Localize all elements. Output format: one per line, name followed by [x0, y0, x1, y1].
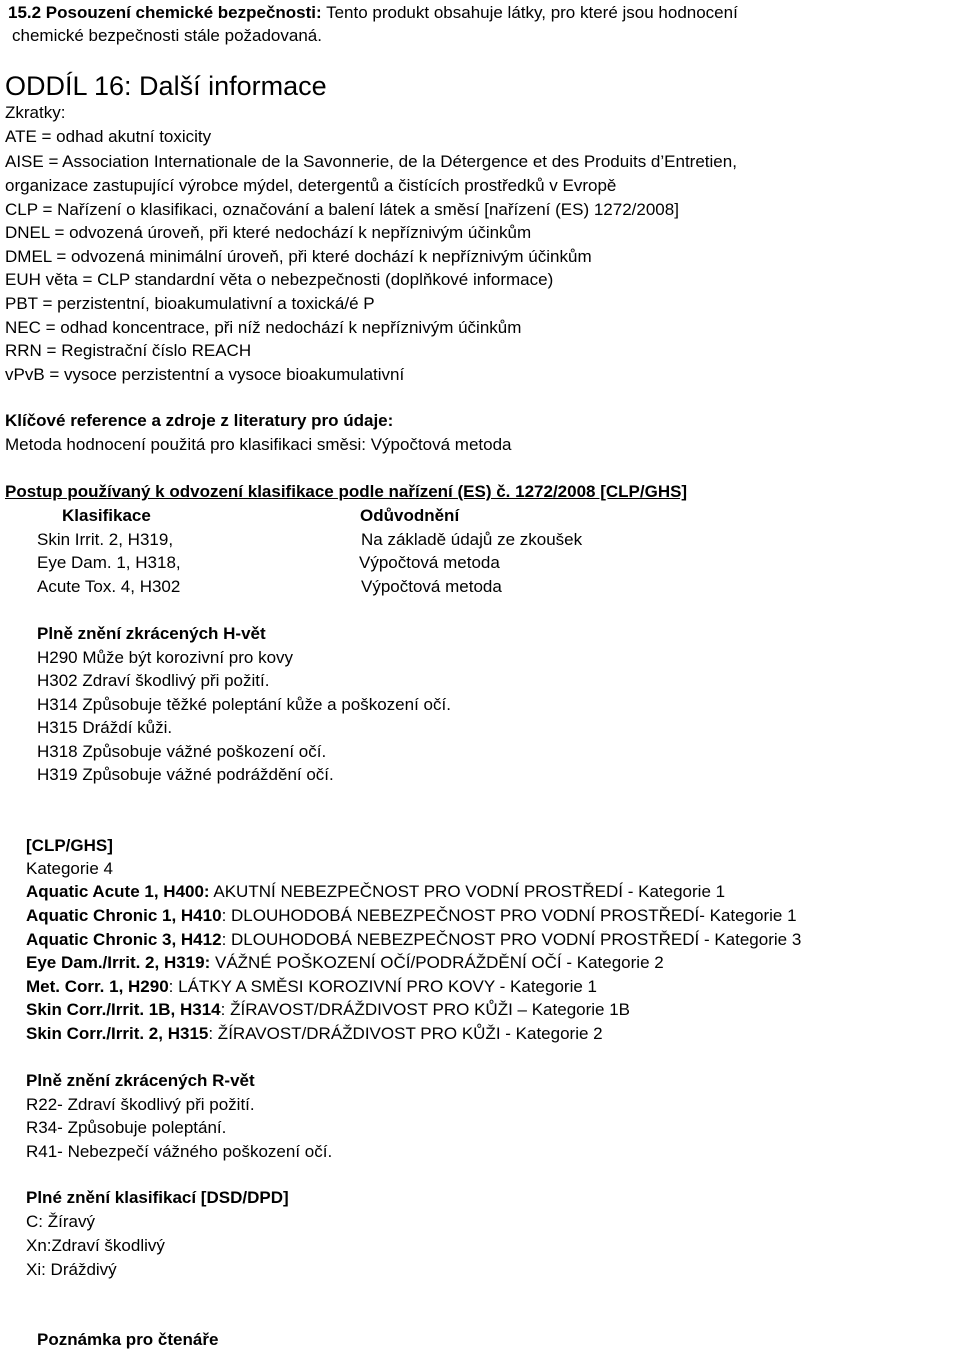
clp-item — [26, 906, 797, 926]
clp-item-text: : LÁTKY A SMĚSI KOROZIVNÍ PRO KOVY - Kategorie 1 — [168, 977, 597, 996]
h-phrase-item: H319 Způsobuje vážné podráždění očí. — [37, 765, 334, 784]
h-phrase-item: H314 Způsobuje těžké poleptání kůže a poškození očí. — [37, 695, 451, 714]
clp-heading: [CLP/GHS] — [26, 836, 113, 855]
clp-item-code: Met. Corr. 1, H290 — [26, 977, 169, 996]
h-phrase-item: H302 Zdraví škodlivý při požití. — [37, 671, 270, 690]
clp-item — [26, 1000, 630, 1020]
abbreviation-item: EUH věta = CLP standardní věta o nebezpečnosti (doplňkové informace) — [5, 270, 554, 289]
clp-item-code: Skin Corr./Irrit. 1B, H314 — [26, 1000, 221, 1019]
abbreviation-item: CLP = Nařízení o klasifikaci, označování a balení látek a směsí [nařízení (ES) 1272/2008] — [5, 200, 679, 219]
table-cell-klasifikace: Skin Irrit. 2, H319, — [37, 530, 174, 549]
abbreviation-item: DMEL = odvozená minimální úroveň, při které dochází k nepříznivým účinkům — [5, 247, 592, 266]
abbreviation-item: ATE = odhad akutní toxicity — [5, 127, 212, 146]
abbreviation-item: NEC = odhad koncentrace, při níž nedochází k nepříznivým účinkům — [5, 318, 522, 337]
clp-item-text: : ŽÍRAVOST/DRÁŽDIVOST PRO KŮŽI – Kategorie 1B — [220, 1000, 631, 1019]
reader-note-heading: Poznámka pro čtenáře — [37, 1330, 219, 1349]
h-phrase-item: H315 Dráždí kůži. — [37, 718, 173, 737]
r-phrase-item: R22- Zdraví škodlivý při požití. — [26, 1095, 255, 1114]
abbreviation-item: organizace zastupující výrobce mýdel, detergentů a čistících prostředků v Evropě — [5, 176, 617, 195]
table-header-klasifikace: Klasifikace — [62, 506, 151, 525]
clp-item — [26, 953, 664, 973]
dsd-item: C: Žíravý — [26, 1212, 95, 1231]
table-cell-klasifikace: Acute Tox. 4, H302 — [37, 577, 181, 596]
abbreviation-item: RRN = Registrační číslo REACH — [5, 341, 252, 360]
clp-item-text: : ŽÍRAVOST/DRÁŽDIVOST PRO KŮŽI - Kategorie 2 — [208, 1024, 603, 1043]
dsd-item: Xi: Dráždivý — [26, 1260, 117, 1279]
h-phrase-item: H290 Může být korozivní pro kovy — [37, 648, 294, 667]
table-cell-oduvodneni: Výpočtová metoda — [359, 553, 500, 572]
clp-item-code: Skin Corr./Irrit. 2, H315 — [26, 1024, 209, 1043]
dsd-item: Xn:Zdraví škodlivý — [26, 1236, 165, 1255]
clp-item-code: Eye Dam./Irrit. 2, H319: — [26, 953, 211, 972]
clp-item — [26, 1024, 603, 1044]
r-phrase-item: R34- Způsobuje poleptání. — [26, 1118, 227, 1137]
clp-item — [26, 977, 597, 997]
clp-item-code: Aquatic Chronic 1, H410 — [26, 906, 222, 925]
clp-item-text: : DLOUHODOBÁ NEBEZPEČNOST PRO VODNÍ PROSTŘEDÍ - Kategorie 3 — [221, 930, 802, 949]
abbreviation-item: PBT = perzistentní, bioakumulativní a toxická/é P — [5, 294, 375, 313]
procedure-heading: Postup používaný k odvození klasifikace podle nařízení (ES) č. 1272/2008 [CLP/GHS] — [5, 482, 688, 501]
references-heading: Klíčové reference a zdroje z literatury pro údaje: — [5, 411, 394, 430]
abbreviation-item: vPvB = vysoce perzistentní a vysoce bioakumulativní — [5, 365, 405, 384]
abbreviation-item: DNEL = odvozená úroveň, při které nedochází k nepříznivým účinkům — [5, 223, 532, 242]
table-cell-klasifikace: Eye Dam. 1, H318, — [37, 553, 181, 572]
r-phrase-item: R41- Nebezpečí vážného poškození očí. — [26, 1142, 333, 1161]
method-text: Metoda hodnocení použitá pro klasifikaci směsi: Výpočtová metoda — [5, 435, 512, 454]
clp-item-text: AKUTNÍ NEBEZPEČNOST PRO VODNÍ PROSTŘEDÍ - Kategorie 1 — [209, 882, 726, 901]
clp-item — [26, 930, 801, 950]
clp-category: Kategorie 4 — [26, 859, 113, 878]
clp-item — [26, 882, 725, 902]
section-15-2-label: 15.2 Posouzení chemické bezpečnosti: — [8, 3, 322, 22]
r-phrases-heading: Plně znění zkrácených R-vět — [26, 1071, 255, 1090]
clp-item-code: Aquatic Acute 1, H400: — [26, 882, 210, 901]
clp-item-code: Aquatic Chronic 3, H412 — [26, 930, 222, 949]
section-15-2-line-2: chemické bezpečnosti stále požadovaná. — [12, 26, 322, 45]
abbreviations-heading: Zkratky: — [5, 103, 66, 122]
clp-item-text: VÁŽNÉ POŠKOZENÍ OČÍ/PODRÁŽDĚNÍ OČÍ - Kategorie 2 — [210, 953, 664, 972]
section-16-title: ODDÍL 16: Další informace — [5, 71, 327, 101]
table-cell-oduvodneni: Na základě údajů ze zkoušek — [361, 530, 583, 549]
h-phrase-item: H318 Způsobuje vážné poškození očí. — [37, 742, 327, 761]
clp-item-text: : DLOUHODOBÁ NEBEZPEČNOST PRO VODNÍ PROSTŘEDÍ- Kategorie 1 — [221, 906, 797, 925]
table-header-oduvodneni: Odůvodnění — [360, 506, 460, 525]
table-cell-oduvodneni: Výpočtová metoda — [361, 577, 502, 596]
abbreviation-item: AISE = Association Internationale de la Savonnerie, de la Détergence et des Produits d’Entretien, — [5, 152, 737, 171]
section-15-2-text: Tento produkt obsahuje látky, pro které jsou hodnocení — [321, 3, 738, 22]
section-15-2-line-1 — [8, 3, 738, 23]
dsd-heading: Plné znění klasifikací [DSD/DPD] — [26, 1188, 289, 1207]
h-phrases-heading: Plně znění zkrácených H-vět — [37, 624, 266, 643]
